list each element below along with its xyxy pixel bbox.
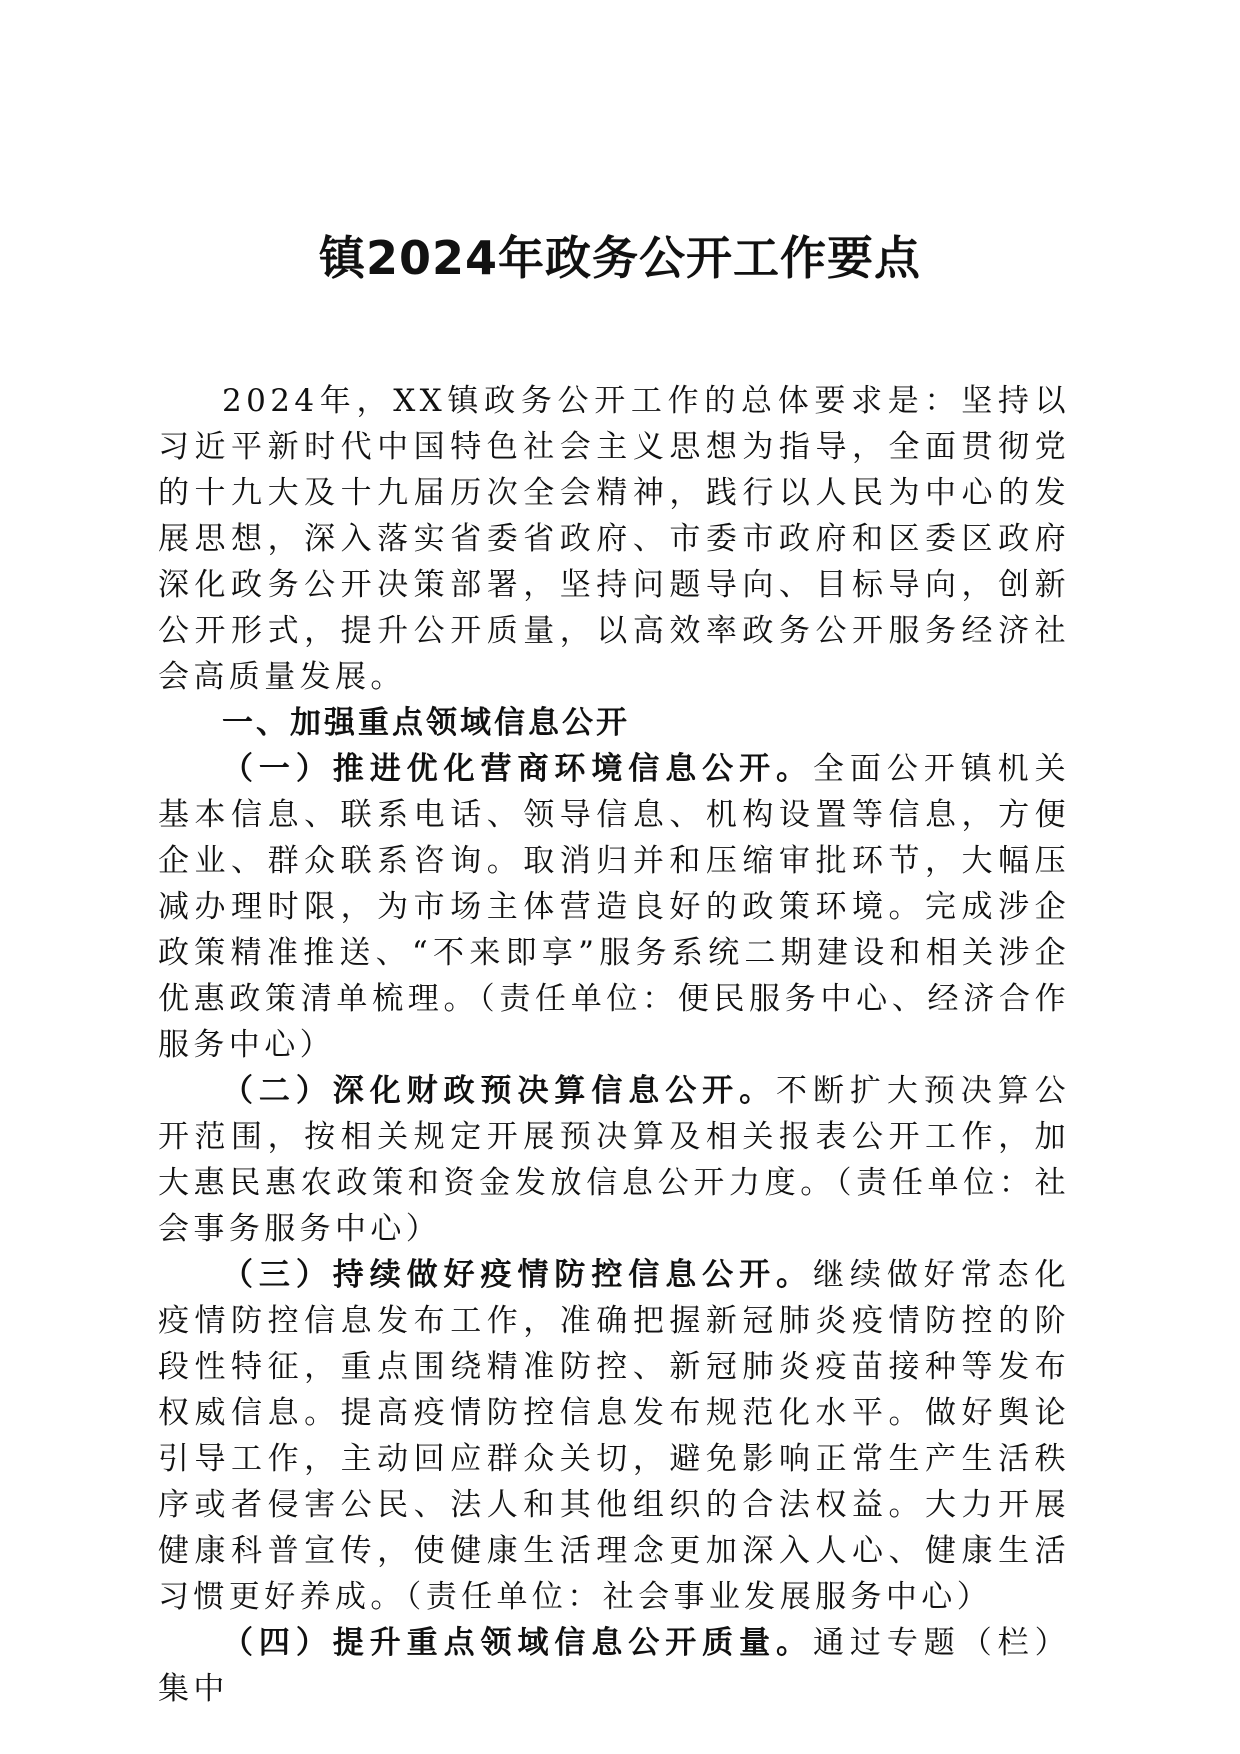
document-body	[158, 378, 1070, 1712]
item-text: 不断扩大预决算公开范围，按相关规定开展预决算及相关报表公开工作，加大惠民惠农政策和资金发放信息公开力度。（责任单位：社会事务服务中心）	[158, 1073, 1070, 1247]
section-item-2	[158, 1068, 1070, 1252]
item-lead: （二）深化财政预决算信息公开。	[222, 1073, 777, 1109]
item-lead: （四）提升重点领域信息公开质量。	[222, 1625, 813, 1661]
section-item-4	[158, 1620, 1070, 1712]
section-item-1	[158, 746, 1070, 1068]
item-text: 继续做好常态化疫情防控信息发布工作，准确把握新冠肺炎疫情防控的阶段性特征，重点围绕精准防控、新冠肺炎疫苗接种等发布权威信息。提高疫情防控信息发布规范化水平。做好舆论引导工作，主动回应群众关切，避免影响正常生产生活秩序或者侵害公民、法人和其他组织的合法权益。大力开展健康科普宣传，使健康生活理念更加深入人心、健康生活习惯更好养成。（责任单位：社会事业发展服务中心）	[158, 1257, 1070, 1615]
item-lead: （一）推进优化营商环境信息公开。	[222, 751, 813, 787]
section-heading: 一、加强重点领域信息公开	[222, 705, 630, 741]
item-lead: （三）持续做好疫情防控信息公开。	[222, 1257, 813, 1293]
item-text: 全面公开镇机关基本信息、联系电话、领导信息、机构设置等信息，方便企业、群众联系咨询。取消归并和压缩审批环节，大幅压减办理时限，为市场主体营造良好的政策环境。完成涉企政策精准推送、“不来即享”服务系统二期建设和相关涉企优惠政策清单梳理。（责任单位：便民服务中心、经济合作服务中心）	[158, 751, 1070, 1063]
section-item-3	[158, 1252, 1070, 1620]
item-text: 通过专题（栏）集中	[158, 1625, 1070, 1707]
document-title: 镇2024年政务公开工作要点	[318, 231, 922, 285]
intro-paragraph: 2024年，XX镇政务公开工作的总体要求是：坚持以习近平新时代中国特色社会主义思想为指导，全面贯彻党的十九大及十九届历次全会精神，践行以人民为中心的发展思想，深入落实省委省政府、市委市政府和区委区政府深化政务公开决策部署，坚持问题导向、目标导向，创新公开形式，提升公开质量，以高效率政务公开服务经济社会高质量发展。	[158, 383, 1070, 695]
